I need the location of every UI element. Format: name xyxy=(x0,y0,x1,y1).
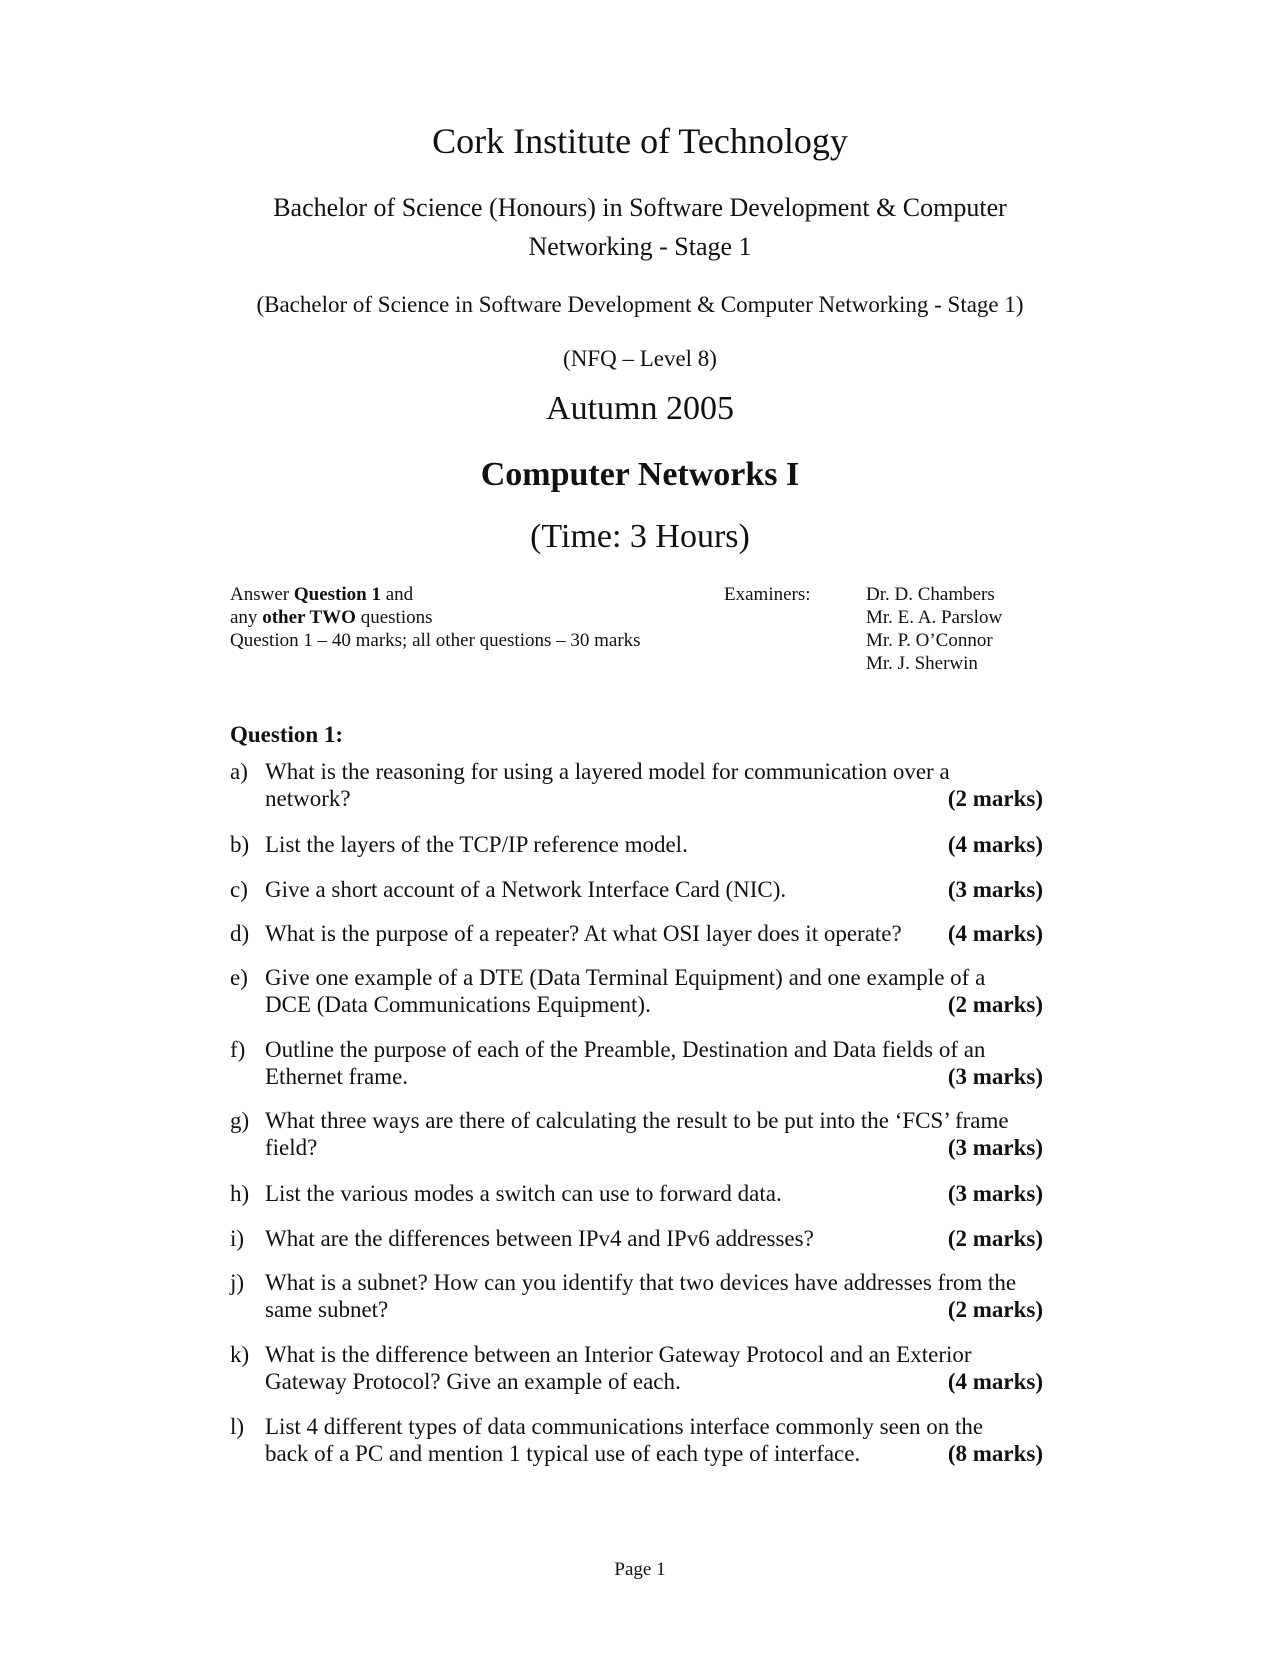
question-text: List the various modes a switch can use to forward data. xyxy=(265,1181,782,1206)
question-text: What is a subnet? How can you identify that two devices have addresses from the xyxy=(265,1270,1017,1295)
question-text-line xyxy=(265,1440,1043,1467)
question-part xyxy=(230,831,1043,858)
question-text-line xyxy=(265,831,1043,858)
instruction-line-3: Question 1 – 40 marks; all other questions – 30 marks xyxy=(230,630,641,651)
question-text-line xyxy=(265,1296,1043,1323)
question-marks: (3 marks) xyxy=(947,1181,1043,1206)
question-part-label: c) xyxy=(230,877,248,902)
question-text: List 4 different types of data communications interface commonly seen on the xyxy=(265,1414,984,1439)
question-text: Gateway Protocol? Give an example of each. xyxy=(265,1369,681,1394)
question-text: Ethernet frame. xyxy=(265,1064,409,1089)
question-marks: (4 marks) xyxy=(947,1369,1043,1394)
question-text: What is the purpose of a repeater? At what OSI layer does it operate? xyxy=(265,921,902,946)
question-text-line xyxy=(265,1036,1043,1063)
question-part-label: d) xyxy=(230,921,250,946)
question-part xyxy=(230,876,1043,903)
institution-name: Cork Institute of Technology xyxy=(432,121,848,161)
question-text: same subnet? xyxy=(265,1297,389,1322)
question-text: Outline the purpose of each of the Preamble, Destination and Data fields of an xyxy=(265,1037,986,1062)
question-text-line xyxy=(265,1341,1043,1368)
question-part xyxy=(230,1036,1043,1090)
question-text-line xyxy=(265,1107,1043,1134)
question-text: List the layers of the TCP/IP reference model. xyxy=(265,832,688,857)
nfq-level: (NFQ – Level 8) xyxy=(563,346,717,371)
question-marks: (2 marks) xyxy=(947,992,1043,1017)
question-marks: (2 marks) xyxy=(947,786,1043,811)
question-text-line xyxy=(265,758,1043,785)
question-part xyxy=(230,1107,1043,1161)
question-part-label: f) xyxy=(230,1037,246,1062)
question-text-line xyxy=(265,876,1043,903)
degree-alt-title: (Bachelor of Science in Software Development & Computer Networking - Stage 1) xyxy=(256,292,1024,317)
question-text: network? xyxy=(265,786,351,811)
examiner-name: Dr. D. Chambers xyxy=(866,584,995,605)
degree-title-line2: Networking - Stage 1 xyxy=(528,232,752,261)
examiner-name: Mr. E. A. Parslow xyxy=(866,607,1003,628)
question-text: DCE (Data Communications Equipment). xyxy=(265,992,651,1017)
examiner-name: Mr. J. Sherwin xyxy=(866,653,978,674)
degree-title-line1: Bachelor of Science (Honours) in Software Development & Computer xyxy=(273,193,1007,222)
question-marks: (8 marks) xyxy=(947,1441,1043,1466)
question-part-label: i) xyxy=(230,1226,245,1251)
question-part xyxy=(230,1413,1043,1467)
question-part-label: b) xyxy=(230,832,250,857)
question-text-line xyxy=(265,785,1043,812)
question-text: field? xyxy=(265,1135,318,1160)
question-text-line xyxy=(265,1368,1043,1395)
question-heading: Question 1: xyxy=(230,722,344,747)
instruction-text: and xyxy=(380,584,414,605)
instruction-text: questions xyxy=(355,607,433,628)
question-marks: (4 marks) xyxy=(947,832,1043,857)
question-text: What is the reasoning for using a layered model for communication over a xyxy=(265,759,950,784)
question-marks: (3 marks) xyxy=(947,877,1043,902)
question-part-label: j) xyxy=(230,1270,245,1295)
question-text-line xyxy=(265,991,1043,1018)
examiner-name: Mr. P. O’Connor xyxy=(866,630,993,651)
question-text: Give a short account of a Network Interface Card (NIC). xyxy=(265,877,787,902)
instruction-text: Answer xyxy=(230,584,294,605)
question-part-label: k) xyxy=(230,1342,250,1367)
question-text: What three ways are there of calculating the result to be put into the ‘FCS’ frame xyxy=(265,1108,1009,1133)
exam-duration: (Time: 3 Hours) xyxy=(530,518,750,555)
instruction-line-2 xyxy=(230,607,433,629)
question-part-label: l) xyxy=(230,1414,245,1439)
question-part-label: e) xyxy=(230,965,248,990)
question-text-line xyxy=(265,920,1043,947)
question-part xyxy=(230,1269,1043,1323)
question-part xyxy=(230,758,1043,812)
question-part xyxy=(230,1341,1043,1395)
question-text-line xyxy=(265,1413,1043,1440)
question-part-label: a) xyxy=(230,759,248,784)
instruction-line-1 xyxy=(230,584,413,606)
instruction-text: any xyxy=(230,607,263,628)
question-part xyxy=(230,1225,1043,1252)
page-number: Page 1 xyxy=(614,1559,666,1580)
question-part xyxy=(230,920,1043,947)
examiners-label: Examiners: xyxy=(724,584,811,605)
question-text: What is the difference between an Interior Gateway Protocol and an Exterior xyxy=(265,1342,972,1367)
question-text-line xyxy=(265,1063,1043,1090)
question-text: back of a PC and mention 1 typical use of each type of interface. xyxy=(265,1441,861,1466)
question-text-line xyxy=(265,1269,1043,1296)
question-part-label: h) xyxy=(230,1181,250,1206)
question-text: Give one example of a DTE (Data Terminal Equipment) and one example of a xyxy=(265,965,986,990)
question-text-line xyxy=(265,964,1043,991)
question-text-line xyxy=(265,1180,1043,1207)
question-part-label: g) xyxy=(230,1108,250,1133)
question-part xyxy=(230,1180,1043,1207)
question-marks: (3 marks) xyxy=(947,1135,1043,1160)
question-text: What are the differences between IPv4 and IPv6 addresses? xyxy=(265,1226,814,1251)
instruction-bold: Question 1 xyxy=(293,584,381,605)
question-text-line xyxy=(265,1134,1043,1161)
question-marks: (2 marks) xyxy=(947,1226,1043,1251)
question-marks: (3 marks) xyxy=(947,1064,1043,1089)
subject-title: Computer Networks I xyxy=(480,456,800,493)
exam-session: Autumn 2005 xyxy=(546,390,734,427)
question-text-line xyxy=(265,1225,1043,1252)
question-marks: (2 marks) xyxy=(947,1297,1043,1322)
question-marks: (4 marks) xyxy=(947,921,1043,946)
instruction-bold: other TWO xyxy=(262,607,356,628)
question-part xyxy=(230,964,1043,1018)
